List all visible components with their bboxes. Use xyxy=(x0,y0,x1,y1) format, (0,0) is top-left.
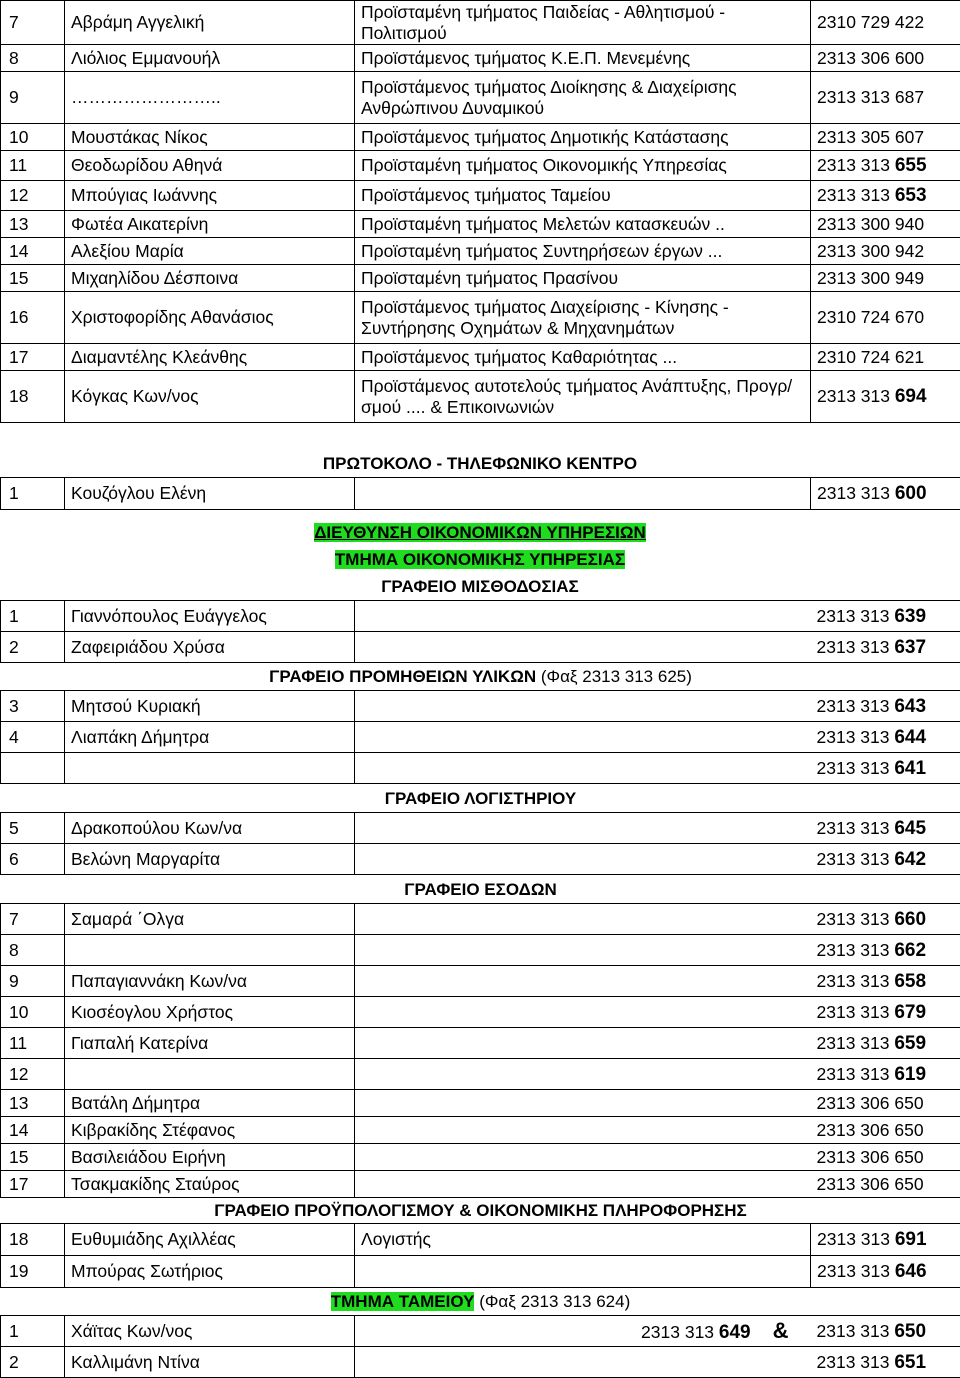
role-title: Προϊστάμενος τμήματος Κ.Ε.Π. Μενεμένης xyxy=(355,45,811,72)
table-row xyxy=(1,151,960,181)
phone-prefix: 2313 313 xyxy=(817,696,895,716)
phone-prefix: 2313 313 xyxy=(817,386,895,406)
table-row xyxy=(1,1,960,45)
phone-prefix: 2313 313 xyxy=(817,818,895,838)
phone-cell xyxy=(811,1117,960,1144)
phone-extension: 642 xyxy=(894,849,926,870)
role-title: Προϊσταμένη τμήματος Παιδείας - Αθλητισμού - Πολιτισμού xyxy=(355,1,811,45)
phone-prefix: 2313 305 607 xyxy=(817,127,924,147)
person-name: Μπούγιας Ιωάννης xyxy=(65,181,355,211)
person-name: Χριστοφορίδης Αθανάσιος xyxy=(65,292,355,344)
phone-cell xyxy=(811,935,960,966)
phone-cell xyxy=(811,265,960,292)
row-number: 15 xyxy=(1,265,65,292)
person-name: Μιχαηλίδου Δέσποινα xyxy=(65,265,355,292)
spacer-cell xyxy=(355,844,811,875)
phone-prefix: 2313 313 xyxy=(817,1229,895,1249)
phone-cell xyxy=(811,1059,960,1090)
spacer-cell xyxy=(355,966,811,997)
spacer-cell xyxy=(355,904,811,935)
phone-extension: 679 xyxy=(894,1002,926,1023)
person-name: Χάϊτας Κων/νος xyxy=(65,1316,355,1347)
person-name xyxy=(65,753,355,784)
budget-heading-text: ΓΡΑΦΕΙΟ ΠΡΟΫΠΟΛΟΓΙΣΜΟΥ & ΟΙΚΟΝΟΜΙΚΗΣ ΠΛΗΡΟΦΟΡΗΣΗΣ xyxy=(214,1201,747,1220)
table-row xyxy=(1,813,960,844)
person-name: Παπαγιαννάκη Κων/να xyxy=(65,966,355,997)
phone-prefix: 2313 300 942 xyxy=(817,241,924,261)
role-title: Προϊστάμενος τμήματος Δημοτικής Κατάστασης xyxy=(355,124,811,151)
phone-prefix: 2313 313 xyxy=(817,155,895,175)
spacer-cell xyxy=(355,632,811,663)
phone-prefix: 2313 313 xyxy=(817,1321,895,1341)
phone-prefix: 2313 313 xyxy=(817,940,895,960)
table-row xyxy=(1,478,960,510)
row-number: 12 xyxy=(1,181,65,211)
spacer-cell xyxy=(355,691,811,722)
phone-prefix: 2313 313 xyxy=(817,606,895,626)
row-number: 17 xyxy=(1,1171,65,1198)
phone-prefix: 2310 724 621 xyxy=(817,347,924,367)
phone-cell xyxy=(811,753,960,784)
phone-cell xyxy=(811,124,960,151)
spacer-cell xyxy=(355,1171,811,1198)
phone-cell xyxy=(811,722,960,753)
supplies-fax: (Φαξ 2313 313 625) xyxy=(536,667,692,686)
phone-cell xyxy=(811,966,960,997)
phone-prefix: 2313 313 xyxy=(817,1352,895,1372)
accounting-heading-text: ΓΡΑΦΕΙΟ ΛΟΓΙΣΤΗΡΙΟΥ xyxy=(385,789,577,808)
phone-extension: 644 xyxy=(894,727,926,748)
person-name: Ευθυμιάδης Αχιλλέας xyxy=(65,1224,355,1256)
phone-prefix: 2313 313 xyxy=(817,758,895,778)
table-row xyxy=(1,1028,960,1059)
secondary-phone-cell xyxy=(355,1316,811,1347)
table-row xyxy=(1,211,960,238)
accounting-heading xyxy=(1,784,960,813)
phone-extension: 645 xyxy=(894,818,926,839)
phone-cell xyxy=(811,211,960,238)
phone-extension: 662 xyxy=(894,940,926,961)
person-name: Αβράμη Αγγελική xyxy=(65,1,355,45)
finance-directorate-heading-text: ΔΙΕΥΘΥΝΣΗ ΟΙΚΟΝΟΜΙΚΩΝ ΥΠΗΡΕΣΙΩΝ xyxy=(314,523,646,542)
person-name: Λιόλιος Εμμανουήλ xyxy=(65,45,355,72)
role-title xyxy=(355,1256,811,1288)
role-title: Προϊστάμενος τμήματος Καθαριότητας ... xyxy=(355,344,811,371)
spacer-cell xyxy=(355,753,811,784)
phone-cell xyxy=(811,1144,960,1171)
row-number: 13 xyxy=(1,211,65,238)
person-name: Σαμαρά ΄Ολγα xyxy=(65,904,355,935)
phone-cell xyxy=(811,813,960,844)
phone-prefix: 2313 313 xyxy=(817,1064,895,1084)
table-row xyxy=(1,45,960,72)
phone-prefix: 2310 729 422 xyxy=(817,12,924,32)
person-name: …………………….. xyxy=(65,72,355,124)
phone-cell xyxy=(811,997,960,1028)
phone-extension: 691 xyxy=(895,1229,927,1250)
row-number: 14 xyxy=(1,238,65,265)
row-number: 6 xyxy=(1,844,65,875)
phone-cell xyxy=(811,181,960,211)
row-number: 12 xyxy=(1,1059,65,1090)
supplies-heading-text: ΓΡΑΦΕΙΟ ΠΡΟΜΗΘΕΙΩΝ ΥΛΙΚΩΝ xyxy=(269,667,536,686)
person-name: Βατάλη Δήμητρα xyxy=(65,1090,355,1117)
phone-extension: 619 xyxy=(894,1064,926,1085)
row-number: 14 xyxy=(1,1117,65,1144)
phone-extension: 660 xyxy=(894,909,926,930)
phone-cell xyxy=(811,151,960,181)
row-number: 7 xyxy=(1,1,65,45)
phone-cell xyxy=(811,371,960,423)
role-title: Προϊσταμένη τμήματος Συντηρήσεων έργων ... xyxy=(355,238,811,265)
phone-cell xyxy=(811,45,960,72)
revenue-heading-cell xyxy=(1,875,960,904)
spacer-cell xyxy=(355,1117,811,1144)
role-title: Προϊσταμένη τμήματος Μελετών κατασκευών .. xyxy=(355,211,811,238)
phone-extension: 651 xyxy=(894,1352,926,1373)
table-row xyxy=(1,904,960,935)
spacer-cell xyxy=(355,935,811,966)
phone-prefix: 2313 313 xyxy=(817,483,895,503)
row-number: 18 xyxy=(1,371,65,423)
row-number: 16 xyxy=(1,292,65,344)
person-name: Ζαφειριάδου Χρύσα xyxy=(65,632,355,663)
row-number: 1 xyxy=(1,1316,65,1347)
row-number xyxy=(1,753,65,784)
table-row xyxy=(1,344,960,371)
person-name: Καλλιμάνη Ντίνα xyxy=(65,1347,355,1378)
table-row xyxy=(1,1059,960,1090)
person-name: Λιαπάκη Δήμητρα xyxy=(65,722,355,753)
row-number: 1 xyxy=(1,478,65,510)
phone-prefix: 2313 306 650 xyxy=(817,1120,924,1140)
row-number: 10 xyxy=(1,997,65,1028)
table-row xyxy=(1,1316,960,1347)
phone-prefix: 2313 313 687 xyxy=(817,87,924,107)
row-number: 3 xyxy=(1,691,65,722)
finance-table xyxy=(0,600,960,1378)
table-row xyxy=(1,935,960,966)
phone-cell xyxy=(811,1,960,45)
role-title: Προϊστάμενος τμήματος Διοίκησης & Διαχείρισης Ανθρώπινου Δυναμικού xyxy=(355,72,811,124)
phone-prefix: 2313 313 xyxy=(817,909,895,929)
supplies-heading xyxy=(1,663,960,691)
phone-cell xyxy=(811,238,960,265)
protocol-heading xyxy=(0,453,960,475)
spacer-cell xyxy=(355,722,811,753)
phone-prefix: 2313 313 xyxy=(817,637,895,657)
spacer-cell xyxy=(355,1028,811,1059)
budget-heading-cell xyxy=(1,1198,960,1224)
person-name: Διαμαντέλης Κλεάνθης xyxy=(65,344,355,371)
phone-extension: 646 xyxy=(895,1261,927,1282)
role-title xyxy=(355,478,811,510)
row-number: 13 xyxy=(1,1090,65,1117)
accounting-heading-cell xyxy=(1,784,960,813)
secondary-phone-cell xyxy=(355,1347,811,1378)
phone-extension: 655 xyxy=(895,155,927,176)
treasury-heading-cell xyxy=(1,1288,960,1316)
table-row xyxy=(1,997,960,1028)
row-number: 11 xyxy=(1,1028,65,1059)
phone-cell xyxy=(811,691,960,722)
table-row xyxy=(1,844,960,875)
phone-prefix: 2313 313 xyxy=(817,185,895,205)
row-number: 2 xyxy=(1,632,65,663)
phone-cell xyxy=(811,478,960,510)
phone-prefix: 2310 724 670 xyxy=(817,307,924,327)
finance-department-heading-text: ΤΜΗΜΑ ΟΙΚΟΝΟΜΙΚΗΣ ΥΠΗΡΕΣΙΑΣ xyxy=(335,550,625,569)
row-number: 8 xyxy=(1,45,65,72)
person-name: Βελώνη Μαργαρίτα xyxy=(65,844,355,875)
person-name: Κιβρακίδης Στέφανος xyxy=(65,1117,355,1144)
phone-cell xyxy=(811,632,960,663)
phone-cell xyxy=(811,72,960,124)
phone-extension: 659 xyxy=(894,1033,926,1054)
person-name: Μπούρας Σωτήριος xyxy=(65,1256,355,1288)
role-title: Λογιστής xyxy=(355,1224,811,1256)
finance-directorate-heading xyxy=(0,522,960,544)
treasury-fax: (Φαξ 2313 313 624) xyxy=(474,1292,630,1311)
table-row xyxy=(1,238,960,265)
treasury-heading-text: ΤΜΗΜΑ ΤΑΜΕΙΟΥ xyxy=(331,1292,475,1311)
department-heads-table xyxy=(0,0,960,423)
phone-extension: 641 xyxy=(894,758,926,779)
row-number: 7 xyxy=(1,904,65,935)
table-row xyxy=(1,181,960,211)
phone-cell xyxy=(811,1224,960,1256)
row-number: 1 xyxy=(1,601,65,632)
person-name xyxy=(65,1059,355,1090)
phone-prefix: 2313 313 xyxy=(817,1002,895,1022)
phone-cell xyxy=(811,1028,960,1059)
person-name: Κόγκας Κων/νος xyxy=(65,371,355,423)
phone-prefix: 2313 306 650 xyxy=(817,1147,924,1167)
phone-prefix: 2313 313 xyxy=(817,1261,895,1281)
payroll-heading xyxy=(0,576,960,598)
phone-prefix: 2313 313 xyxy=(817,849,895,869)
person-name: Βασιλειάδου Ειρήνη xyxy=(65,1144,355,1171)
person-name: Κουζόγλου Ελένη xyxy=(65,478,355,510)
row-number: 2 xyxy=(1,1347,65,1378)
table-row xyxy=(1,1347,960,1378)
table-row xyxy=(1,265,960,292)
spacer-cell xyxy=(355,601,811,632)
phone-extension: 600 xyxy=(895,483,927,504)
table-row xyxy=(1,124,960,151)
treasury-heading xyxy=(1,1288,960,1316)
role-title: Προϊστάμενος τμήματος Ταμείου xyxy=(355,181,811,211)
spacer-cell xyxy=(355,997,811,1028)
row-number: 9 xyxy=(1,966,65,997)
row-number: 4 xyxy=(1,722,65,753)
person-name: Γιαννόπουλος Ευάγγελος xyxy=(65,601,355,632)
phone-extension: 637 xyxy=(894,637,926,658)
revenue-heading xyxy=(1,875,960,904)
row-number: 5 xyxy=(1,813,65,844)
protocol-table xyxy=(0,477,960,510)
person-name: Τσακμακίδης Σταύρος xyxy=(65,1171,355,1198)
phone-prefix: 2313 300 949 xyxy=(817,268,924,288)
phone-cell xyxy=(811,1256,960,1288)
person-name: Θεοδωρίδου Αθηνά xyxy=(65,151,355,181)
budget-heading xyxy=(1,1198,960,1224)
phone-cell xyxy=(811,344,960,371)
role-title: Προϊστάμενος αυτοτελούς τμήματος Ανάπτυξης, Προγρ/σμού .... & Επικοινωνιών xyxy=(355,371,811,423)
table-row xyxy=(1,292,960,344)
table-row xyxy=(1,966,960,997)
row-number: 18 xyxy=(1,1224,65,1256)
ampersand: & xyxy=(751,1318,811,1343)
table-row xyxy=(1,72,960,124)
person-name: Κιοσέογλου Χρήστος xyxy=(65,997,355,1028)
table-row xyxy=(1,753,960,784)
person-name: Γιαπαλή Κατερίνα xyxy=(65,1028,355,1059)
person-name: Δρακοπούλου Κων/να xyxy=(65,813,355,844)
phone-extension: 694 xyxy=(895,386,927,407)
table-row xyxy=(1,1224,960,1256)
phone-cell xyxy=(811,601,960,632)
row-number: 15 xyxy=(1,1144,65,1171)
role-title: Προϊστάμενος τμήματος Διαχείρισης - Κίνησης - Συντήρησης Οχημάτων & Μηχανημάτων xyxy=(355,292,811,344)
spacer-cell xyxy=(355,1059,811,1090)
phone-extension: 658 xyxy=(894,971,926,992)
finance-department-heading xyxy=(0,549,960,571)
phone-extension: 643 xyxy=(894,696,926,717)
phone-prefix: 2313 313 xyxy=(817,971,895,991)
table-row xyxy=(1,722,960,753)
payroll-heading-text: ΓΡΑΦΕΙΟ ΜΙΣΘΟΔΟΣΙΑΣ xyxy=(381,577,579,596)
phone-cell xyxy=(811,1090,960,1117)
person-name: Φωτέα Αικατερίνη xyxy=(65,211,355,238)
person-name: Μητσού Κυριακή xyxy=(65,691,355,722)
spacer-cell xyxy=(355,1144,811,1171)
phone-prefix: 2313 313 xyxy=(817,1033,895,1053)
revenue-heading-text: ΓΡΑΦΕΙΟ ΕΣΟΔΩΝ xyxy=(404,880,557,899)
spacer-cell xyxy=(355,813,811,844)
phone-prefix: 2313 306 650 xyxy=(817,1174,924,1194)
supplies-heading-cell xyxy=(1,663,960,691)
phone-cell xyxy=(811,292,960,344)
phone-prefix: 2313 313 xyxy=(817,727,895,747)
table-row xyxy=(1,371,960,423)
role-title: Προϊσταμένη τμήματος Οικονομικής Υπηρεσίας xyxy=(355,151,811,181)
table-row xyxy=(1,1256,960,1288)
protocol-heading-text: ΠΡΩΤΟΚΟΛΟ - ΤΗΛΕΦΩΝΙΚΟ ΚΕΝΤΡΟ xyxy=(323,454,637,473)
role-title: Προϊσταμένη τμήματος Πρασίνου xyxy=(355,265,811,292)
spacer-cell xyxy=(355,1090,811,1117)
person-name: Μουστάκας Νίκος xyxy=(65,124,355,151)
row-number: 10 xyxy=(1,124,65,151)
row-number: 11 xyxy=(1,151,65,181)
phone-cell xyxy=(811,1347,960,1378)
phone-prefix: 2313 300 940 xyxy=(817,214,924,234)
phone-cell xyxy=(811,1171,960,1198)
row-number: 8 xyxy=(1,935,65,966)
phone-prefix: 2313 313 xyxy=(641,1322,719,1342)
phone-extension: 649 xyxy=(719,1322,751,1343)
table-row xyxy=(1,691,960,722)
table-row xyxy=(1,1090,960,1117)
phone-prefix: 2313 306 600 xyxy=(817,48,924,68)
phone-cell xyxy=(811,1316,960,1347)
phone-extension: 653 xyxy=(895,185,927,206)
row-number: 9 xyxy=(1,72,65,124)
table-row xyxy=(1,601,960,632)
phone-extension: 639 xyxy=(894,606,926,627)
phone-prefix: 2313 306 650 xyxy=(817,1093,924,1113)
table-row xyxy=(1,1117,960,1144)
table-row xyxy=(1,632,960,663)
table-row xyxy=(1,1144,960,1171)
row-number: 19 xyxy=(1,1256,65,1288)
person-name: Αλεξίου Μαρία xyxy=(65,238,355,265)
phone-cell xyxy=(811,844,960,875)
table-row xyxy=(1,1171,960,1198)
phone-cell xyxy=(811,904,960,935)
phone-extension: 650 xyxy=(894,1321,926,1342)
row-number: 17 xyxy=(1,344,65,371)
person-name xyxy=(65,935,355,966)
